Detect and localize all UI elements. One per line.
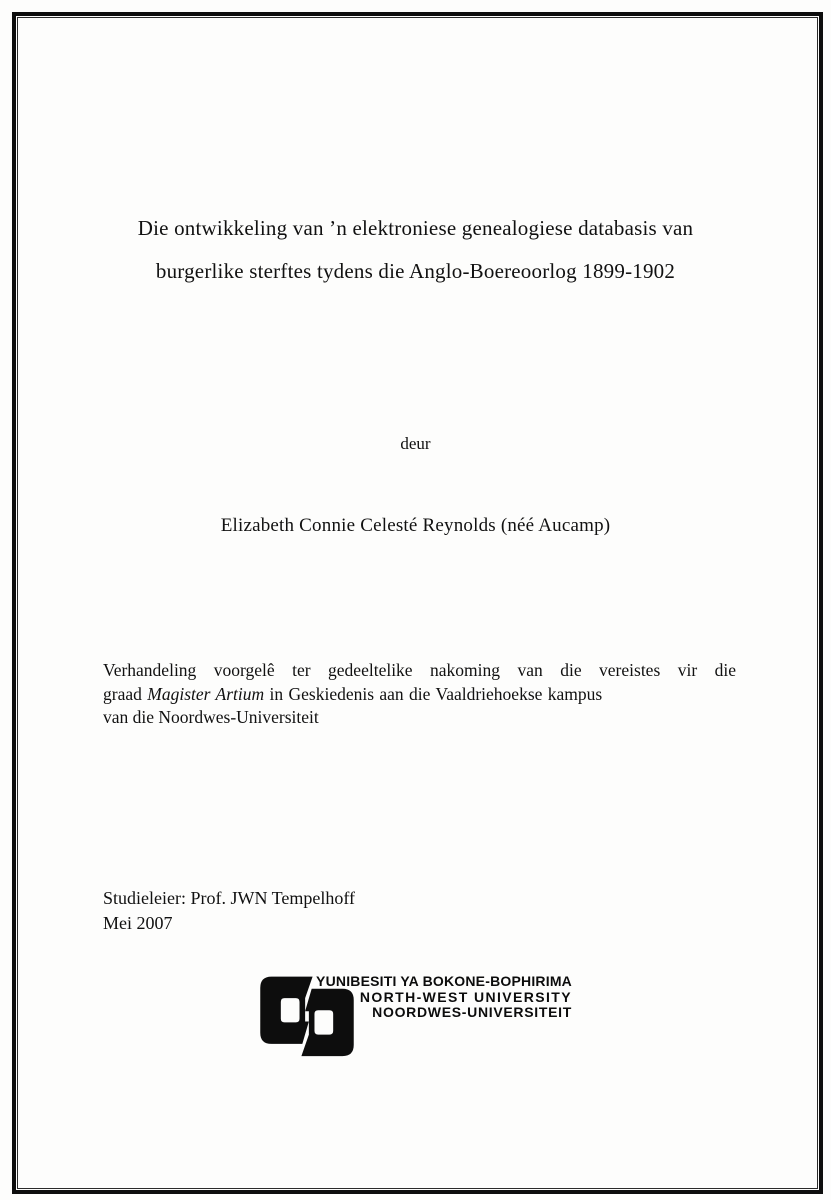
date-line: Mei 2007 <box>103 913 173 933</box>
degree-statement <box>103 659 736 730</box>
degree-statement-line2 <box>103 683 736 707</box>
nwu-logo-line-afrikaans: NOORDWES-UNIVERSITEIT <box>372 1004 572 1020</box>
thesis-title-line1: Die ontwikkeling van ’n elektroniese genealogiese databasis van <box>137 216 694 240</box>
degree-statement-line1: Verhandeling voorgelê ter gedeeltelike nakoming van die vereistes vir die <box>103 660 736 680</box>
supervisor-block <box>103 886 355 936</box>
degree-statement-line3: van die Noordwes-Universiteit <box>103 707 319 727</box>
thesis-title-line2: burgerlike sterftes tydens die Anglo-Boereoorlog 1899-1902 <box>155 259 676 283</box>
nwu-logo <box>257 970 572 1060</box>
nwu-logo-line-english: NORTH-WEST UNIVERSITY <box>359 988 572 1005</box>
nwu-logo-line-setswana: YUNIBESITI YA BOKONE-BOPHIRIMA <box>316 973 572 989</box>
degree-statement-line2-pre: graad <box>103 683 148 704</box>
author-name: Elizabeth Connie Celesté Reynolds (néé Aucamp) <box>220 515 611 536</box>
byline-label: deur <box>400 434 431 453</box>
supervisor-line: Studieleier: Prof. JWN Tempelhoff <box>103 888 356 908</box>
degree-name-italic: Magister Artium <box>147 683 265 704</box>
nwu-logo-text <box>300 974 572 1021</box>
thesis-title <box>40 207 791 293</box>
degree-statement-line2-post: in Geskiedenis aan die Vaaldriehoekse kampus <box>264 683 603 704</box>
